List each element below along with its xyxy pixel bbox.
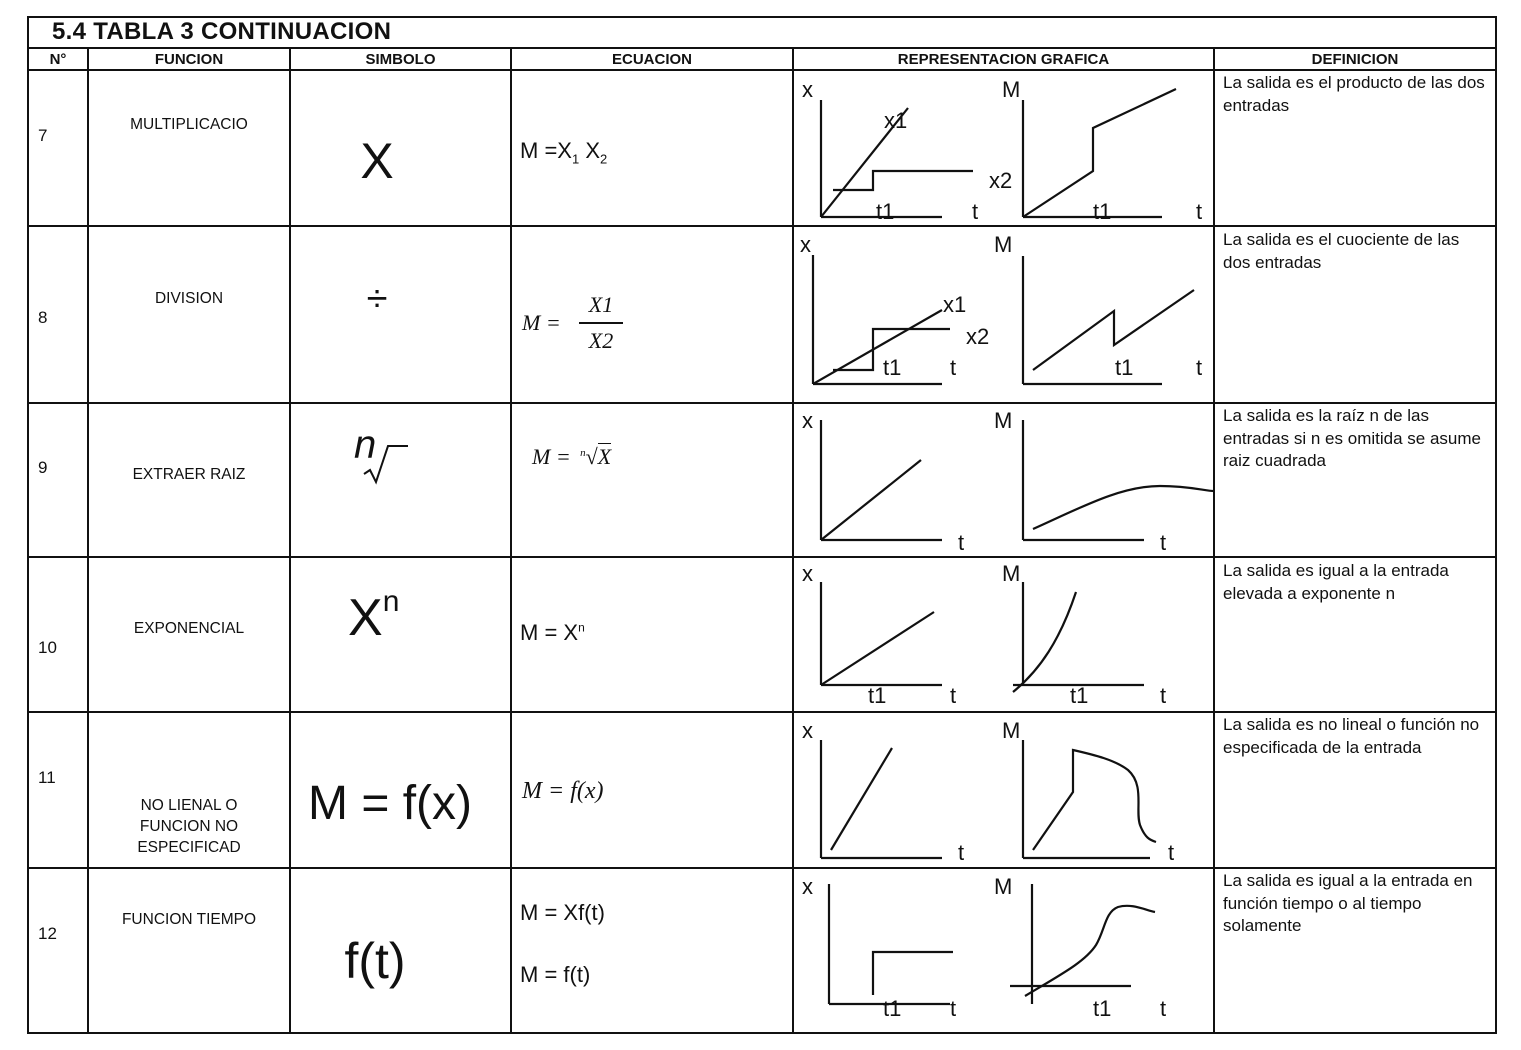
equation-exponent: n bbox=[578, 620, 585, 635]
graph-tick-t: t bbox=[1160, 530, 1167, 555]
equation bbox=[532, 444, 611, 470]
definition-text: La salida es la raíz n de las entradas si n es omitida se asume raiz cuadrada bbox=[1223, 406, 1481, 470]
equation-text: M = X bbox=[520, 620, 579, 645]
header-simbolo: SIMBOLO bbox=[365, 51, 436, 68]
definition-text: La salida es igual a la entrada en función tiempo o al tiempo solamente bbox=[1223, 871, 1473, 935]
graph-axis-m-label: M bbox=[994, 408, 1013, 433]
definition-text: La salida es no lineal o función no especificada de la entrada bbox=[1223, 715, 1480, 757]
graph-row-7 bbox=[821, 89, 1176, 217]
function-symbol: ÷ bbox=[366, 278, 388, 320]
function-name: MULTIPLICACIO bbox=[130, 116, 248, 133]
function-name-line: ESPECIFICAD bbox=[137, 839, 241, 856]
graph-label-x1: x1 bbox=[943, 292, 967, 317]
function-symbol: M = f(x) bbox=[308, 777, 472, 830]
equation-line: M = f(t) bbox=[520, 962, 591, 987]
graph-axis-x-label: x bbox=[802, 874, 813, 899]
root-index: n bbox=[580, 446, 586, 459]
equation-lhs: M = bbox=[522, 310, 561, 335]
graph-tick-t: t bbox=[1168, 840, 1175, 865]
function-name: EXTRAER RAIZ bbox=[132, 466, 246, 483]
graph-axis-x-label: x bbox=[802, 408, 813, 433]
radicand: X bbox=[597, 444, 612, 469]
graph-row-9 bbox=[821, 420, 1214, 540]
graph-axis-m-label: M bbox=[1002, 718, 1021, 743]
graph-axis-m-label: M bbox=[1002, 561, 1021, 586]
function-symbol: X bbox=[360, 133, 394, 189]
graph-tick-t1: t1 bbox=[1093, 199, 1112, 224]
equation-text: M =X bbox=[520, 138, 572, 163]
graph-row-10 bbox=[821, 582, 1144, 692]
graph-tick-t: t bbox=[1160, 996, 1167, 1021]
graph-tick-t: t bbox=[950, 355, 957, 380]
definition-text: La salida es el producto de las dos entradas bbox=[1223, 73, 1485, 115]
graph-row-12 bbox=[829, 884, 1155, 1004]
function-name: DIVISION bbox=[154, 290, 224, 307]
graph-tick-t1: t1 bbox=[1093, 996, 1112, 1021]
graph-tick-t: t bbox=[958, 530, 965, 555]
header-definicion: DEFINICION bbox=[1311, 51, 1399, 68]
row-number: 8 bbox=[38, 308, 48, 327]
graph-tick-t1: t1 bbox=[1115, 355, 1134, 380]
function-name: FUNCION TIEMPO bbox=[121, 911, 257, 928]
graph-row-11 bbox=[821, 740, 1156, 858]
function-name-line: NO LIENAL O bbox=[140, 797, 238, 814]
symbol-exponent: n bbox=[382, 584, 400, 618]
graph-tick-t1: t1 bbox=[868, 683, 887, 708]
equation-denominator: X2 bbox=[588, 328, 614, 353]
equation-subscript: 2 bbox=[600, 151, 608, 167]
header-grafica: REPRESENTACION GRAFICA bbox=[897, 51, 1110, 68]
graph-axis-x-label: x bbox=[802, 561, 813, 586]
graph-tick-t: t bbox=[950, 683, 957, 708]
graph-row-8 bbox=[813, 255, 1194, 384]
row-number: 9 bbox=[38, 458, 48, 477]
equation-text: X bbox=[579, 138, 600, 163]
row-number: 11 bbox=[38, 768, 56, 787]
function-symbol: f(t) bbox=[344, 933, 406, 989]
equation-numerator: X1 bbox=[588, 292, 614, 317]
function-name: EXPONENCIAL bbox=[133, 620, 245, 637]
equation bbox=[520, 620, 585, 646]
graph-tick-t: t bbox=[972, 199, 979, 224]
graph-axis-x-label: x bbox=[802, 718, 813, 743]
equation-lhs: M = bbox=[532, 444, 571, 469]
graph-tick-t1: t1 bbox=[883, 996, 902, 1021]
graph-tick-t1: t1 bbox=[1070, 683, 1089, 708]
definition-text: La salida es el cuociente de las dos entradas bbox=[1223, 230, 1460, 272]
graph-tick-t: t bbox=[1196, 355, 1203, 380]
graph-axis-m-label: M bbox=[1002, 77, 1021, 102]
function-symbol bbox=[348, 584, 400, 648]
graph-axis-m-label: M bbox=[994, 874, 1013, 899]
row-number: 12 bbox=[38, 924, 57, 943]
symbol-base: X bbox=[348, 589, 383, 647]
radical-sign-icon: √ bbox=[585, 444, 598, 469]
graph-tick-t: t bbox=[1160, 683, 1167, 708]
graph-axis-x-label: x bbox=[802, 77, 813, 102]
graph-label-x1: x1 bbox=[884, 108, 908, 133]
graph-label-x2: x2 bbox=[966, 324, 990, 349]
header-funcion: FUNCION bbox=[154, 51, 224, 68]
graph-tick-t1: t1 bbox=[876, 199, 895, 224]
header-ecuacion: ECUACION bbox=[611, 51, 692, 68]
equation: M = f(x) bbox=[522, 778, 604, 804]
graph-tick-t: t bbox=[950, 996, 957, 1021]
equation-line: M = Xf(t) bbox=[520, 900, 605, 925]
svg-text:n: n bbox=[354, 424, 377, 467]
root-symbol-icon bbox=[352, 424, 412, 486]
graph-tick-t: t bbox=[958, 840, 965, 865]
graph-tick-t1: t1 bbox=[883, 355, 902, 380]
function-name-line: FUNCION NO bbox=[139, 818, 239, 835]
equation bbox=[520, 138, 607, 166]
fraction-bar bbox=[579, 322, 623, 324]
row-number: 7 bbox=[38, 126, 48, 145]
graph-axis-m-label: M bbox=[994, 232, 1013, 257]
row-number: 10 bbox=[38, 638, 57, 657]
graph-tick-t: t bbox=[1196, 199, 1203, 224]
header-num: N° bbox=[49, 51, 67, 68]
table-title: 5.4 TABLA 3 CONTINUACION bbox=[52, 18, 392, 45]
graph-label-x2: x2 bbox=[989, 168, 1013, 193]
equation-subscript: 1 bbox=[571, 151, 580, 167]
definition-text: La salida es igual a la entrada elevada a exponente n bbox=[1223, 561, 1449, 603]
graph-axis-x-label: x bbox=[800, 232, 811, 257]
